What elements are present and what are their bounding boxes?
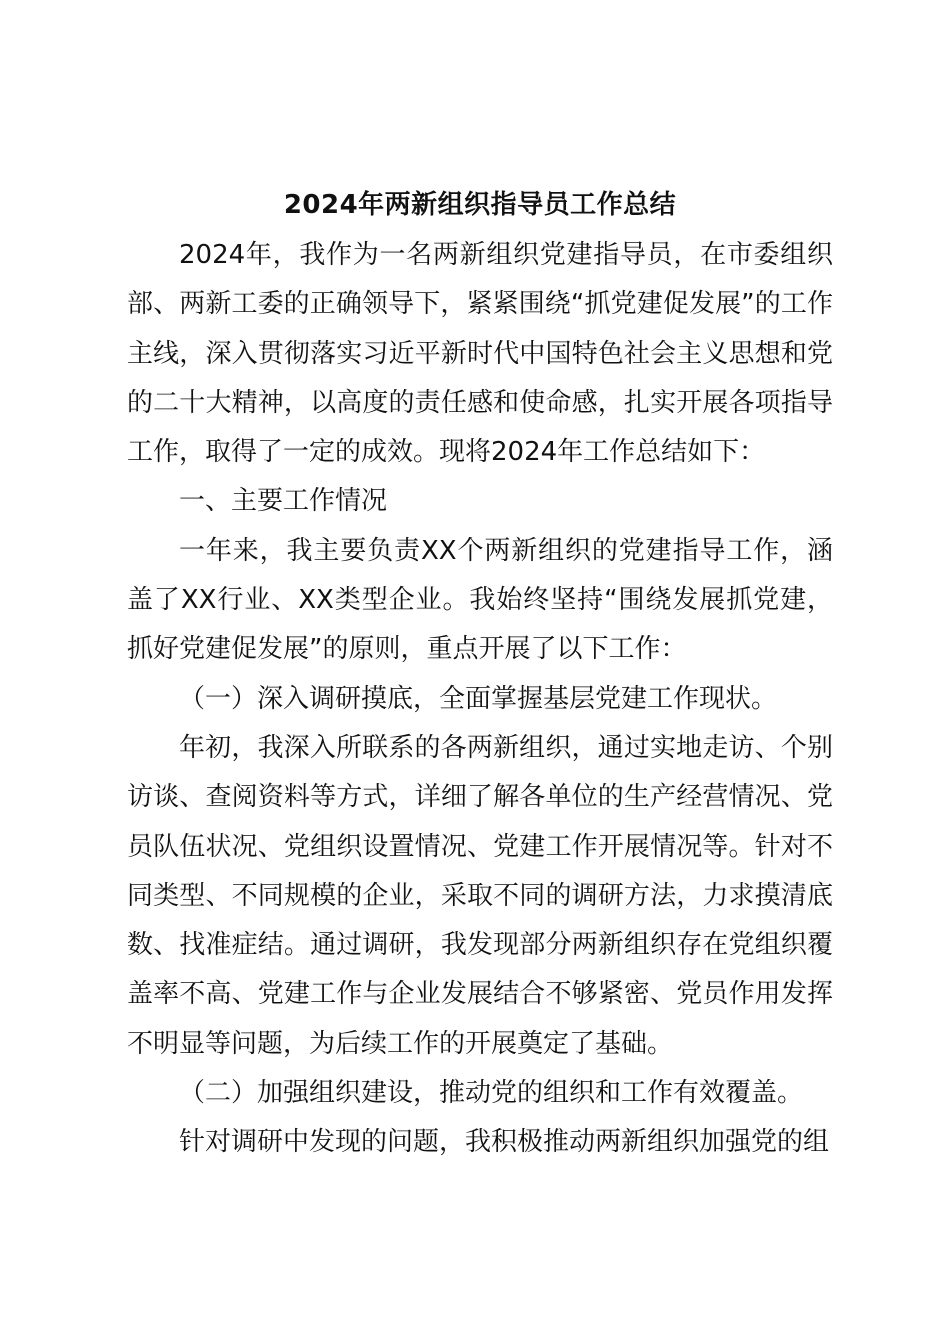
- document-title: 2024年两新组织指导员工作总结: [283, 190, 677, 220]
- subheading-research: （一）深入调研摸底，全面掌握基层党建工作现状。: [179, 683, 778, 714]
- overview-paragraph: 一年来，我主要负责XX个两新组织的党建指导工作，涵盖了XX行业、XX类型企业。我始终坚持“围绕发展抓党建，抓好党建促发展”的原则，重点开展了以下工作：: [127, 535, 833, 665]
- intro-paragraph: 2024年，我作为一名两新组织党建指导员，在市委组织部、两新工委的正确领导下，紧紧围绕“抓党建促发展”的工作主线，深入贯彻落实习近平新时代中国特色社会主义思想和党的二十大精神，以高度的责任感和使命感，扎实开展各项指导工作，取得了一定的成效。现将2024年工作总结如下：: [127, 240, 833, 468]
- research-paragraph: 年初，我深入所联系的各两新组织，通过实地走访、个别访谈、查阅资料等方式，详细了解各单位的生产经营情况、党员队伍状况、党组织设置情况、党建工作开展情况等。针对不同类型、不同规模的企业，采取不同的调研方法，力求摸清底数、找准症结。通过调研，我发现部分两新组织存在党组织覆盖率不高、党建工作与企业发展结合不够紧密、党员作用发挥不明显等问题，为后续工作的开展奠定了基础。: [127, 732, 833, 1059]
- organization-paragraph: 针对调研中发现的问题，我积极推动两新组织加强党的组: [179, 1127, 830, 1158]
- document-page: [127, 180, 833, 1168]
- subheading-organization: （二）加强组织建设，推动党的组织和工作有效覆盖。: [179, 1078, 804, 1109]
- section-heading-main-work: 一、主要工作情况: [179, 486, 388, 517]
